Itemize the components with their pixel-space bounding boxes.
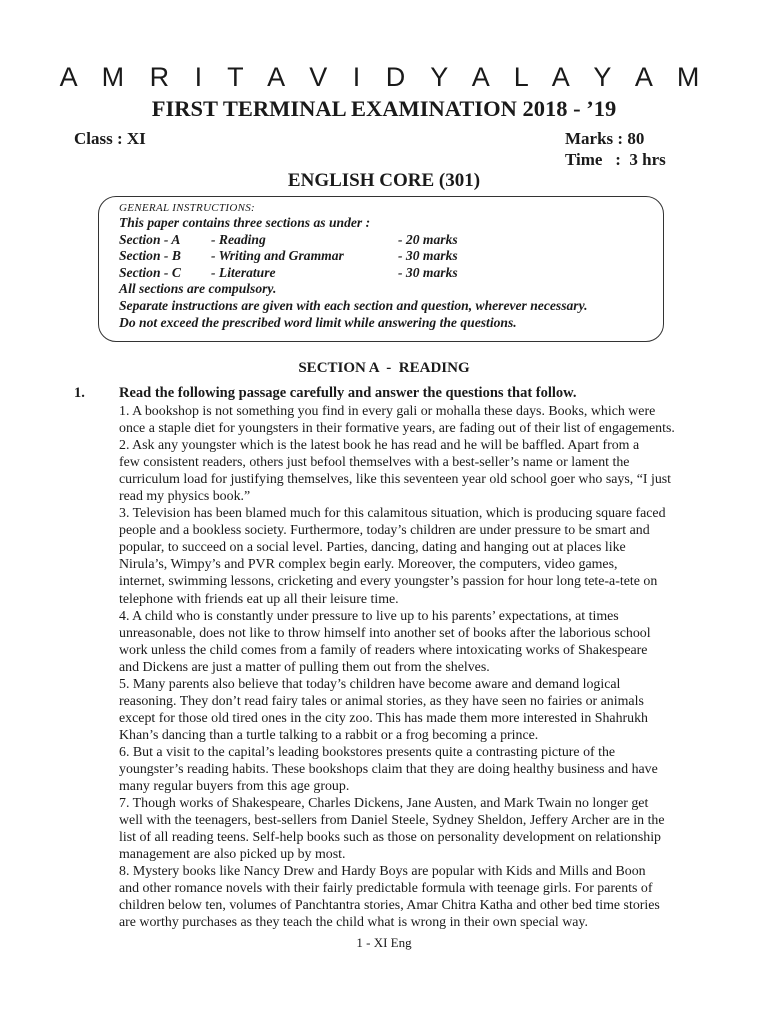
passage-line: are worthy purchases as they teach the child what is wrong in their own special way.: [119, 915, 588, 931]
instructions-content: [119, 202, 679, 331]
passage-line: 6. But a visit to the capital’s leading bookstores presents quite a contrasting picture of the: [119, 744, 616, 760]
passage-line: unreasonable, does not like to throw himself into another set of books after the laborious school: [119, 625, 651, 641]
section-row-a: [119, 232, 679, 249]
question-number: 1.: [74, 385, 85, 401]
instructions-intro: This paper contains three sections as under :: [119, 215, 371, 230]
passage-line: once a staple diet for youngsters in their formative years, are fading out of their list of engagements.: [119, 421, 675, 437]
passage-line: management are also picked up by most.: [119, 847, 346, 863]
question-text: Read the following passage carefully and answer the questions that follow.: [119, 385, 577, 401]
passage-line: 8. Mystery books like Nancy Drew and Hardy Boys are popular with Kids and Mills and Boon: [119, 864, 646, 880]
section-row-c: [119, 265, 679, 282]
section-marks: - 20 marks: [398, 231, 458, 247]
passage-line: internet, swimming lessons, cricketing and every youngster’s passion for hour long tete-a-tete on: [119, 574, 658, 590]
instructions-heading: GENERAL INSTRUCTIONS:: [119, 202, 255, 214]
passage-line: popular, to succeed on a social level. Parties, dancing, dating and hanging out at places like: [119, 540, 626, 556]
passage-line: 5. Many parents also believe that today’s children have become aware and demand logical: [119, 676, 621, 692]
instruction-note: Do not exceed the prescribed word limit while answering the questions.: [119, 314, 517, 330]
passage-line: and other romance novels with their fairly predictable formula with teenage girls. For parents of: [119, 881, 653, 897]
section-a-title: SECTION A - READING: [298, 360, 470, 376]
passage-line: youngster’s reading habits. These bookshops claim that they are doing healthy business and have: [119, 761, 658, 777]
page-footer: 1 - XI Eng: [356, 935, 412, 950]
section-name: - Reading: [211, 231, 266, 247]
passage-line: 7. Though works of Shakespeare, Charles Dickens, Jane Austen, and Mark Twain no longer get: [119, 796, 649, 812]
section-name: - Literature: [211, 264, 276, 280]
passage-line: few consistent readers, others just befool themselves with a best-seller’s name or lament the: [119, 455, 630, 471]
passage-line: curriculum load for justifying themselves, like this seventeen year old school goer who says, “I just: [119, 472, 672, 488]
passage-line: people and a bookless society. Furthermore, today’s children are under pressure to be smart and: [119, 523, 650, 539]
passage-line: many regular buyers from this age group.: [119, 779, 350, 795]
section-name: - Writing and Grammar: [211, 248, 344, 264]
passage-line: 1. A bookshop is not something you find in every gali or mohalla these days. Books, which were: [119, 404, 656, 419]
passage-line: Nirula’s, Wimpy’s and PVR complex begin early. Moreover, the computers, video games,: [119, 557, 618, 573]
passage-line: Khan’s dancing than a turtle talking to a rabbit or a frog becoming a prince.: [119, 727, 539, 743]
school-name: A M R I T A V I D Y A L A Y A M: [59, 62, 709, 92]
passage-line: and Dickens are just a matter of pulling them out from the shelves.: [119, 659, 490, 675]
passage-line: telephone with friends eat up all their leisure time.: [119, 591, 399, 607]
passage-line: except for those old tired ones in the city zoo. This has made them more interested in Shahrukh: [119, 710, 648, 726]
section-marks: - 30 marks: [398, 248, 458, 264]
passage-line: well with the teenagers, best-sellers from Daniel Steele, Sydney Sheldon, Jeffery Archer are in the: [119, 813, 665, 829]
section-code: Section - B: [119, 248, 181, 264]
passage-line: children below ten, volumes of Panchtantra stories, Amar Chitra Katha and other bed time stories: [119, 898, 660, 914]
passage-line: reasoning. They don’t read fairy tales or animal stories, as they have seen no fairies or animals: [119, 693, 644, 709]
subject-title: ENGLISH CORE (301): [287, 170, 481, 191]
class-label: Class : XI: [74, 129, 146, 148]
instruction-note: All sections are compulsory.: [119, 281, 277, 297]
section-code: Section - A: [119, 231, 181, 247]
passage-line: 3. Television has been blamed much for this calamitous situation, which is producing square faced: [119, 506, 666, 522]
section-marks: - 30 marks: [398, 264, 458, 280]
section-row-b: [119, 248, 679, 265]
exam-title: FIRST TERMINAL EXAMINATION 2018 - ’19: [151, 96, 617, 121]
reading-passage: [119, 403, 719, 931]
passage-line: 4. A child who is constantly under pressure to live up to his parents’ expectations, at times: [119, 608, 619, 624]
marks-label: Marks : 80: [565, 129, 645, 148]
instruction-note: Separate instructions are given with each section and question, wherever necessary.: [119, 297, 588, 313]
passage-line: 2. Ask any youngster which is the latest book he has read and he will be baffled. Apart from a: [119, 438, 640, 454]
passage-line: read my physics book.”: [119, 489, 251, 505]
section-code: Section - C: [119, 264, 181, 280]
passage-line: list of all reading teens. Self-help books such as those on personality development on relationship: [119, 830, 662, 846]
passage-line: work unless the child comes from a family of readers where intoxicating works of Shakespeare: [119, 642, 648, 658]
time-label: Time : 3 hrs: [565, 150, 666, 169]
